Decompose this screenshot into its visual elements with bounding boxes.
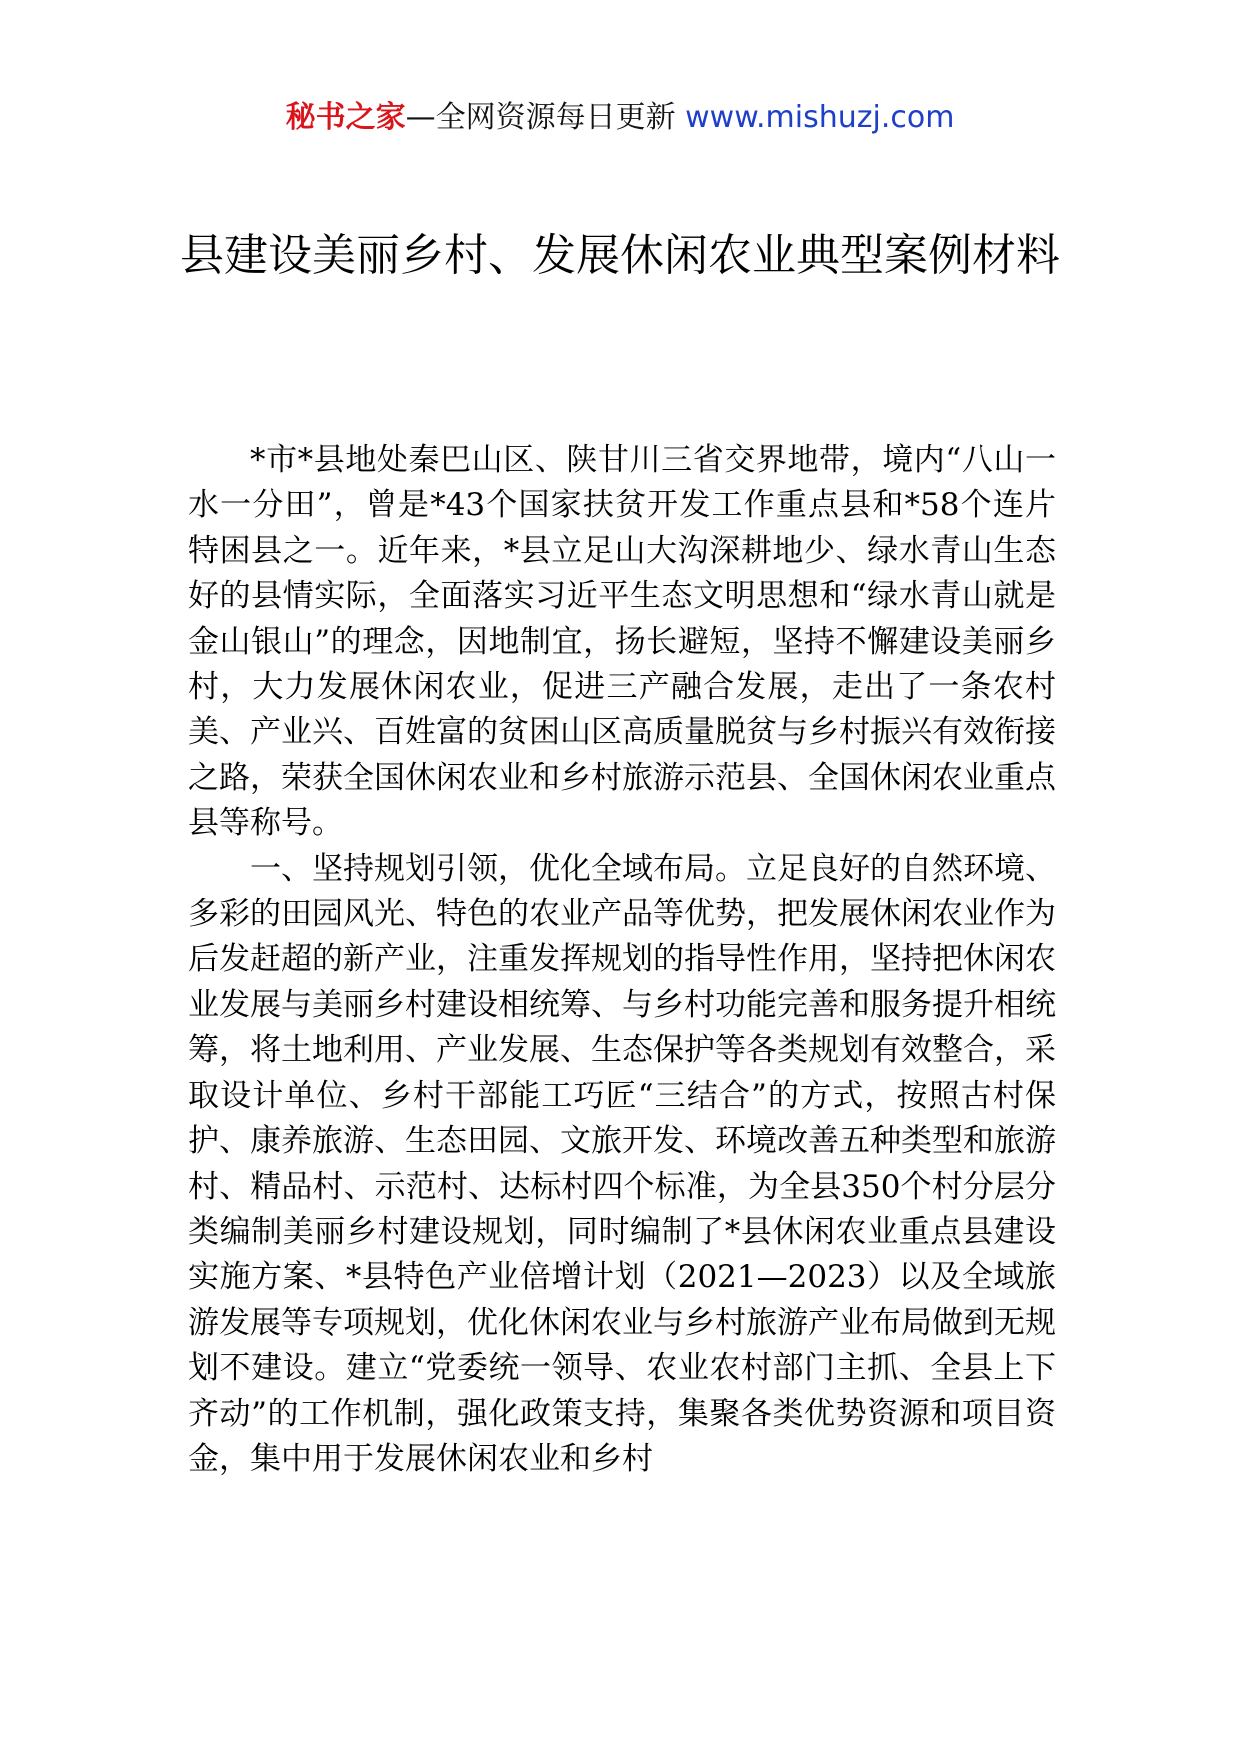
brand-name: 秘书之家 <box>285 100 406 135</box>
document-title: 县建设美丽乡村、发展休闲农业典型案例材料 <box>180 230 1060 281</box>
site-url-link[interactable]: www.mishuzj.com <box>685 100 955 135</box>
site-header <box>0 96 1240 140</box>
paragraph-section-1: 一、坚持规划引领，优化全域布局。立足良好的自然环境、多彩的田园风光、特色的农业产品等优势，把发展休闲农业作为后发赶超的新产业，注重发挥规划的指导性作用，坚持把休闲农业发展与美丽乡村建设相统筹、与乡村功能完善和服务提升相统筹，将土地利用、产业发展、生态保护等各类规划有效整合，采取设计单位、乡村干部能工巧匠“三结合”的方式，按照古村保护、康养旅游、生态田园、文旅开发、环境改善五种类型和旅游村、精品村、示范村、达标村四个标准，为全县350个村分层分类编制美丽乡村建设规划，同时编制了*县休闲农业重点县建设实施方案、*县特色产业倍增计划（2021—2023）以及全域旅游发展等专项规划，优化休闲农业与乡村旅游产业布局做到无规划不建设。建立“党委统一领导、农业农村部门主抓、全县上下齐动”的工作机制，强化政策支持，集聚各类优势资源和项目资金，集中用于发展休闲农业和乡村 <box>188 850 1056 1477</box>
paragraph-intro: *市*县地处秦巴山区、陕甘川三省交界地带，境内“八山一水一分田”，曾是*43个国家扶贫开发工作重点县和*58个连片特困县之一。近年来，*县立足山大沟深耕地少、绿水青山生态好的县情实际，全面落实习近平生态文明思想和“绿水青山就是金山银山”的理念，因地制宜，扬长避短，坚持不懈建设美丽乡村，大力发展休闲农业，促进三产融合发展，走出了一条农村美、产业兴、百姓富的贫困山区高质量脱贫与乡村振兴有效衔接之路，荣获全国休闲农业和乡村旅游示范县、全国休闲农业重点县等称号。 <box>188 442 1056 842</box>
header-slogan: —全网资源每日更新 <box>405 100 686 135</box>
document-body <box>188 438 1056 1482</box>
